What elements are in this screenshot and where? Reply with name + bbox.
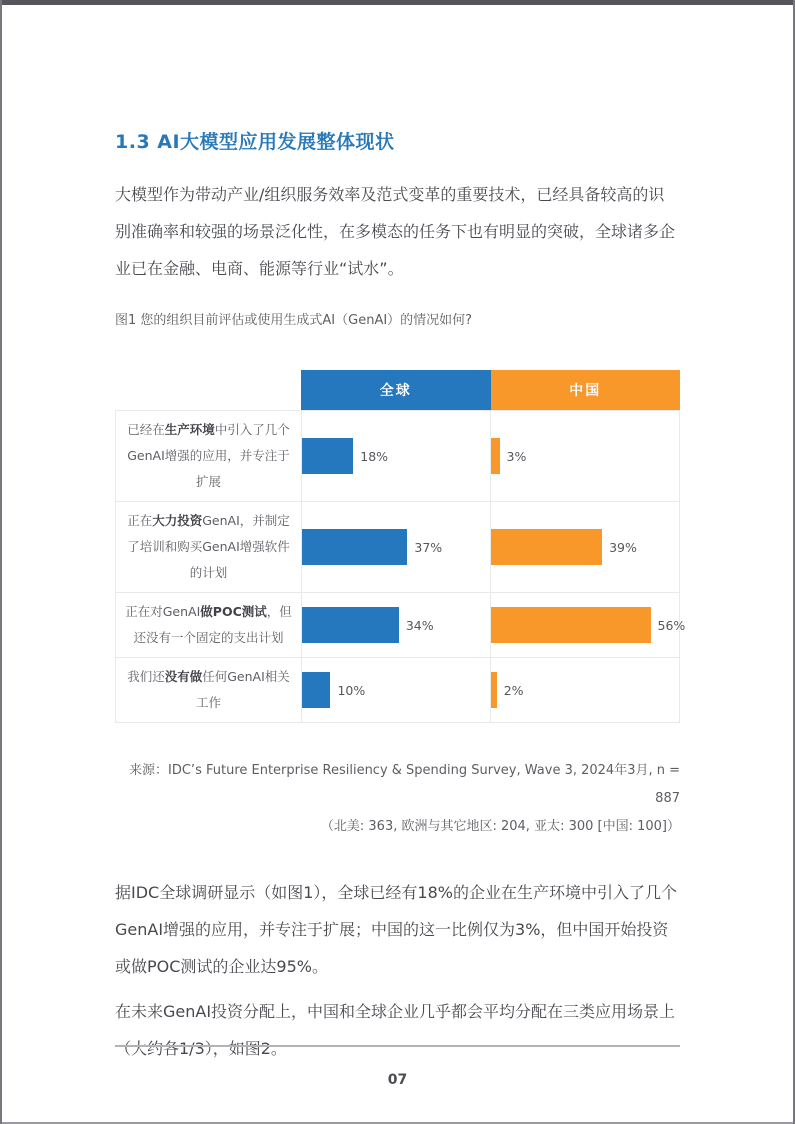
chart-rows xyxy=(115,410,686,723)
chart-row-production xyxy=(116,411,679,502)
bar-cell-china xyxy=(490,411,679,501)
bar-global xyxy=(302,607,399,643)
bar-global xyxy=(302,529,407,565)
label-segment-bold: 生产环境 xyxy=(164,422,215,437)
category-label-text xyxy=(124,417,293,495)
bar-cell-global xyxy=(301,502,490,592)
chart-legend-header xyxy=(115,370,680,410)
category-label-text xyxy=(124,508,293,586)
bar-global xyxy=(302,438,353,474)
bar-cell-china xyxy=(490,658,679,722)
chart-header-china: 中国 xyxy=(491,370,681,410)
label-segment: 我们还 xyxy=(127,669,165,684)
chart-header-spacer xyxy=(115,370,301,410)
bar-cell-global xyxy=(301,411,490,501)
figure-source-line2: （北美: 363, 欧洲与其它地区: 204, 亚太: 300 [中国: 100]） xyxy=(320,819,680,834)
bar-china xyxy=(491,438,500,474)
bar-china xyxy=(491,529,602,565)
category-label xyxy=(116,658,301,722)
bar-value-global: 34% xyxy=(405,617,434,633)
figure-source-line1: 来源：IDC’s Future Enterprise Resiliency & Spending Survey, Wave 3, 2024年3月, n = 887 xyxy=(129,763,680,806)
future-outlook-paragraph: 在未来GenAI投资分配上，中国和全球企业几乎都会平均分配在三类应用场景上（大约各1/3），如图2。 xyxy=(115,1002,676,1058)
category-label xyxy=(116,411,301,501)
chart-row-investing xyxy=(116,502,679,593)
page-number: 07 xyxy=(387,1072,408,1088)
bar-value-china: 2% xyxy=(503,682,524,698)
label-segment: 任何GenAI相关工作 xyxy=(195,669,290,710)
category-label xyxy=(116,593,301,657)
label-segment: 正在对GenAI xyxy=(125,604,201,619)
page-top-border xyxy=(2,0,793,5)
bar-cell-china xyxy=(490,593,686,657)
bar-value-china: 3% xyxy=(506,448,527,464)
bar-china xyxy=(491,672,497,708)
label-segment: 正在 xyxy=(127,513,153,528)
label-segment-bold: 大力投资 xyxy=(152,513,203,528)
bar-cell-global xyxy=(301,593,490,657)
analysis-paragraph: 据IDC全球调研显示（如图1），全球已经有18%的企业在生产环境中引入了几个GenAI增强的应用，并专注于扩展；中国的这一比例仅为3%，但中国开始投资或做POC测试的企业达95%。 xyxy=(115,883,677,976)
bar-value-china: 39% xyxy=(609,539,637,555)
footer-divider xyxy=(115,1045,680,1047)
chart-row-none xyxy=(116,658,679,722)
figure1-chart xyxy=(115,370,686,723)
category-label-text xyxy=(124,599,293,651)
category-label-text xyxy=(124,664,293,716)
bar-value-global: 18% xyxy=(360,448,389,464)
bar-cell-china xyxy=(490,502,679,592)
label-segment-bold: 做POC测试 xyxy=(200,604,267,619)
bar-cell-global xyxy=(301,658,490,722)
label-segment-bold: 没有做 xyxy=(164,669,203,684)
intro-paragraph: 大模型作为带动产业/组织服务效率及范式变革的重要技术，已经具备较高的识别准确率和较强的场景泛化性，在多模态的任务下也有明显的突破，全球诸多企业已在金融、电商、能源等行业“试水”。 xyxy=(115,185,676,278)
bar-china xyxy=(491,607,651,643)
chart-row-poc xyxy=(116,593,686,658)
bar-value-global: 10% xyxy=(337,682,366,698)
bar-value-china: 56% xyxy=(657,617,686,633)
chart-header-global: 全球 xyxy=(301,370,491,410)
figure-source xyxy=(115,757,680,841)
label-segment: 中引入了几个GenAI增强的应用，并专注于扩展 xyxy=(127,422,290,489)
section-title: 1.3 AI大模型应用发展整体现状 xyxy=(115,131,395,153)
label-segment: ，但还没有一个固定的支出计划 xyxy=(133,604,292,645)
bar-value-global: 37% xyxy=(414,539,443,555)
category-label xyxy=(116,502,301,592)
bar-global xyxy=(302,672,330,708)
figure-caption: 图1 您的组织目前评估或使用生成式AI（GenAI）的情况如何? xyxy=(115,313,473,328)
label-segment: GenAI，并制定了培训和购买GenAI增强软件的计划 xyxy=(127,513,290,580)
page-content xyxy=(115,129,686,1067)
label-segment: 已经在 xyxy=(127,422,165,437)
